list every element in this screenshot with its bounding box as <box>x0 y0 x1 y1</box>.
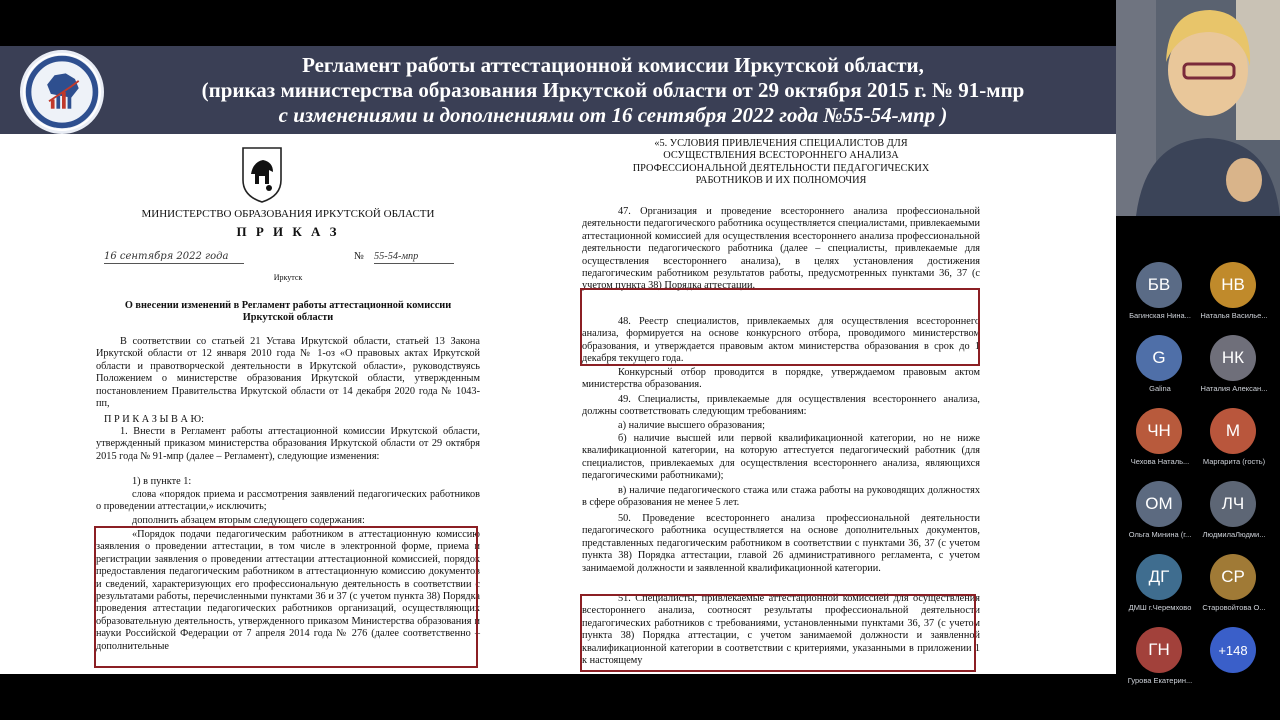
participant-tile[interactable] <box>1124 481 1196 551</box>
order-date: 16 сентября 2022 года <box>104 251 244 264</box>
participant-avatar: ЧН <box>1136 408 1182 454</box>
participant-tile[interactable] <box>1124 627 1196 697</box>
participant-name: ЛюдмилаЛюдми... <box>1202 530 1266 539</box>
banner-title-line2: (приказ министерства образования Иркутской области от 29 октября 2015 г. № 91-мпр <box>201 78 1025 102</box>
participant-name: Ольга Минина (г... <box>1128 530 1192 539</box>
participant-avatar: ДГ <box>1136 554 1182 600</box>
section-heading: «5. УСЛОВИЯ ПРИВЛЕЧЕНИЯ СПЕЦИАЛИСТОВ ДЛЯ ОСУЩЕСТВЛЕНИЯ ВСЕСТОРОННЕГО АНАЛИЗА ПРОФЕССИОНАЛЬНОЙ ДЕЯТЕЛЬНОСТИ ПЕДАГОГИЧЕСКИХ РАБОТНИКОВ И ИХ ПОЛНОМОЧИЯ <box>632 138 930 187</box>
order-paragraph-highlighted: «Порядок подачи педагогическим работником в аттестационную комиссию заявления о проведении аттестации, в том числе в электронной форме, приема и регистрации заявления о проведении аттестации аттестационной комиссией, порядок предоставления педагогическим работником в аттестационную комиссию документов и сведений, характеризующих его профессиональную деятельность в соответствии с результатами работы, перечисленными пунктами 36 и 37 (с учетом пункта 38) Порядка проведения аттестации педагогических работников организаций, осуществляющих образовательную деятельность, утвержденного приказом Министерства образования и науки Российской Федерации от 7 апреля 2014 года № 276 (далее соответственно – дополнительные <box>96 529 480 652</box>
participant-name: Гурова Екатерин... <box>1127 676 1193 685</box>
participant-tile[interactable] <box>1124 335 1196 405</box>
participant-name: Наталья Василье... <box>1200 311 1268 320</box>
participant-tile[interactable] <box>1124 554 1196 624</box>
speaker-video[interactable] <box>1116 0 1280 216</box>
participants-panel <box>1116 0 1280 720</box>
more-participants-button[interactable] <box>1198 627 1270 697</box>
participant-avatar: М <box>1210 408 1256 454</box>
participant-avatar: ГН <box>1136 627 1182 673</box>
order-paragraph: В соответствии со статьей 21 Устава Иркутской области, статьей 13 Закона Иркутской области от 12 января 2010 года № 1-оз «О правовых актах Иркутской области и правотворческой деятельности в Иркутской области», руководствуясь Положением о министерстве образования Иркутской области, утвержденным постановлением Правительства Иркутской области от 14 декабря 2020 года № 1043-пп, <box>96 336 480 410</box>
coat-of-arms-icon <box>239 144 285 204</box>
participant-tile[interactable] <box>1124 262 1196 332</box>
order-number: 55-54-мпр <box>374 251 454 264</box>
highlight-box <box>94 526 478 668</box>
highlight-box <box>580 288 980 366</box>
iro-logo <box>20 50 104 134</box>
participant-avatar: СР <box>1210 554 1256 600</box>
participant-tile[interactable] <box>1198 335 1270 405</box>
ministry-name: МИНИСТЕРСТВО ОБРАЗОВАНИЯ ИРКУТСКОЙ ОБЛАСТИ <box>141 208 435 220</box>
participant-avatar: НВ <box>1210 262 1256 308</box>
regulation-document-page <box>582 134 980 674</box>
participant-avatar: БВ <box>1136 262 1182 308</box>
participant-name: Багинская Нина... <box>1129 311 1191 320</box>
regulation-paragraph: б) наличие высшей или первой квалификационной категории, но не ниже квалификационной категории, на которую аттестуется педагогический работник (для специалистов, привлекаемых для осуществления всестороннего анализа, являющихся педагогическими работниками); <box>582 433 980 482</box>
order-paragraph: дополнить абзацем вторым следующего содержания: <box>132 515 365 526</box>
regulation-paragraph: Конкурсный отбор проводится в порядке, утверждаемом правовым актом министерства образования. <box>582 367 980 391</box>
order-paragraph: 1) в пункте 1: <box>132 476 192 487</box>
order-document-page <box>96 134 480 674</box>
participant-avatar: НК <box>1210 335 1256 381</box>
order-city: Иркутск <box>273 273 303 282</box>
slide-top-strip <box>0 0 1116 46</box>
order-paragraph: слова «порядок приема и рассмотрения заявлений педагогических работников о проведении аттестации,» исключить; <box>96 489 480 513</box>
regulation-paragraph: а) наличие высшего образования; <box>618 420 765 431</box>
regulation-paragraph: 51. Специалисты, привлекаемые аттестационной комиссией для осуществления всестороннего анализа, соотносят результаты профессиональной деятельности педагогических работников с требованиями, установленными пунктами 36, 37 (с учетом пункта 38) Порядка аттестации, с учетом занимаемой должности и заявленной квалификационной категории в соответствии с критериями, указанными в приложении 1 к настоящему <box>582 593 980 667</box>
participant-tile[interactable] <box>1198 481 1270 551</box>
regulation-paragraph: 50. Проведение всестороннего анализа профессиональной деятельности педагогического работника осуществляется на основе дополнительных документов, представленных педагогическим работником в соответствии с пунктами 36, 37 (с учетом пункта 38) Порядка аттестации, главой 26 административного регламента, с учетом занимаемой должности и заявленной квалификационной категории. <box>582 513 980 574</box>
order-number-label: № <box>354 251 364 262</box>
highlight-box <box>580 594 976 672</box>
order-heading: О внесении изменений в Регламент работы аттестационной комиссии Иркутской области <box>124 300 452 324</box>
participant-name: Galina <box>1149 384 1171 393</box>
slide-banner <box>0 46 1116 134</box>
participant-name: ДМШ г.Черемхово <box>1128 603 1192 612</box>
speaker-video-frame <box>1116 0 1280 216</box>
order-prikazyvayu: П Р И К А З Ы В А Ю: <box>104 414 204 425</box>
more-participants-count: +148 <box>1210 627 1256 673</box>
order-paragraph: 1. Внести в Регламент работы аттестационной комиссии Иркутской области, утвержденный приказом министерства образования Иркутской области от 29 октября 2015 года № 91-мпр (далее – Регламент), следующие изменения: <box>96 426 480 462</box>
participant-name: Старовойтова О... <box>1202 603 1266 612</box>
regulation-paragraph: в) наличие педагогического стажа или стажа работы на руководящих должностях в сфере образования не менее 5 лет. <box>582 485 980 509</box>
participant-name: Чехова Наталь... <box>1130 457 1190 466</box>
banner-title-line1: Регламент работы аттестационной комиссии Иркутской области, <box>302 53 924 77</box>
participant-tile[interactable] <box>1198 262 1270 332</box>
participant-avatar: ОМ <box>1136 481 1182 527</box>
banner-title-line3: с изменениями и дополнениями от 16 сентября 2022 года №55-54-мпр ) <box>278 103 948 127</box>
regulation-paragraph: 49. Специалисты, привлекаемые для осуществления всестороннего анализа, должны соответствовать следующим требованиям: <box>582 394 980 418</box>
participant-tile[interactable] <box>1198 554 1270 624</box>
participant-tile[interactable] <box>1198 408 1270 478</box>
participant-avatar: ЛЧ <box>1210 481 1256 527</box>
regulation-paragraph: 48. Реестр специалистов, привлекаемых для осуществления всестороннего анализа, формируется на основе конкурсного отбора, проводимого министерством образования, и утверждается правовым актом министерства образования в срок до 1 декабря текущего года. <box>582 316 980 365</box>
participant-tile[interactable] <box>1124 408 1196 478</box>
regulation-paragraph: 47. Организация и проведение всестороннего анализа профессиональной деятельности педагогического работника осуществляется специалистами, привлекаемыми аттестационной комиссией для осуществления всестороннего анализа профессиональной деятельности педагогического работника (далее – специалисты, привлекаемые для осуществления всестороннего анализа), в целях установления достижения педагогическим работником результатов работы, предусмотренных пунктами 36, 37 (с учетом пункта 38) Порядка аттестации. <box>582 206 980 292</box>
participant-avatar: G <box>1136 335 1182 381</box>
participant-name: Наталия Алексан... <box>1200 384 1268 393</box>
bottom-black-bar <box>0 674 1116 720</box>
order-title: П Р И К А З <box>236 224 340 239</box>
participant-name: Маргарита (гость) <box>1202 457 1266 466</box>
